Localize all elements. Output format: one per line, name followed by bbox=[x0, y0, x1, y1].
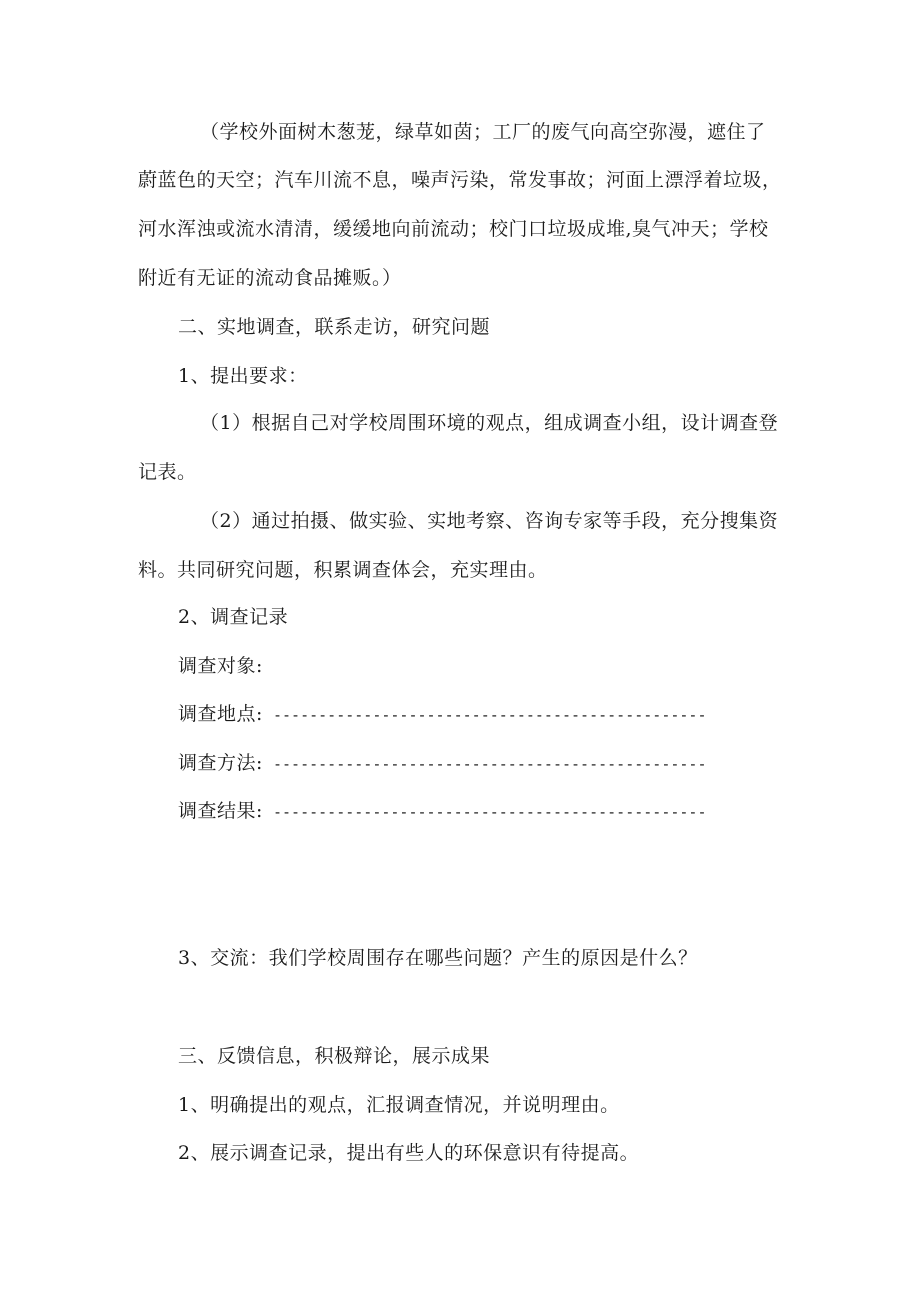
section3-item2: 2、展示调查记录，提出有些人的环保意识有待提高。 bbox=[178, 1142, 640, 1164]
requirement1-line-2: 记表。 bbox=[138, 461, 197, 483]
section2-heading: 二、实地调查，联系走访，研究问题 bbox=[178, 316, 491, 338]
record-location-blank: ------------------------------------------------ bbox=[273, 706, 707, 724]
section3-item1: 1、明确提出的观点，汇报调查情况，并说明理由。 bbox=[178, 1094, 620, 1116]
record-object-label: 调查对象: bbox=[178, 655, 263, 677]
record-result-label: 调查结果: bbox=[178, 800, 263, 822]
requirement2-line-2: 料。共同研究问题，积累调查体会，充实理由。 bbox=[138, 559, 548, 581]
intro-line-3: 河水浑浊或流水清清，缓缓地向前流动；校门口垃圾成堆,臭气冲天；学校 bbox=[138, 218, 769, 240]
requirement2-line-1: （2）通过拍摄、做实验、实地考察、咨询专家等手段，充分搜集资 bbox=[200, 510, 779, 532]
record-result-blank: ------------------------------------------------ bbox=[273, 803, 707, 821]
record-method-label: 调查方法: bbox=[178, 752, 263, 774]
intro-line-2: 蔚蓝色的天空；汽车川流不息，噪声污染，常发事故；河面上漂浮着垃圾， bbox=[138, 169, 782, 191]
intro-line-4: 附近有无证的流动食品摊贩。） bbox=[138, 267, 402, 289]
record-method-blank: ------------------------------------------------ bbox=[273, 755, 707, 773]
section2-item1-title: 1、提出要求： bbox=[178, 365, 308, 387]
section3-heading: 三、反馈信息，积极辩论，展示成果 bbox=[178, 1045, 491, 1067]
requirement1-line-1: （1）根据自己对学校周围环境的观点，组成调查小组，设计调查登 bbox=[200, 412, 779, 434]
section2-item2-title: 2、调查记录 bbox=[178, 606, 289, 628]
intro-line-1: （学校外面树木葱茏，绿草如茵；工厂的废气向高空弥漫，遮住了 bbox=[200, 121, 766, 143]
section2-item3: 3、交流：我们学校周围存在哪些问题？产生的原因是什么？ bbox=[178, 947, 698, 969]
record-location-label: 调查地点: bbox=[178, 703, 263, 725]
